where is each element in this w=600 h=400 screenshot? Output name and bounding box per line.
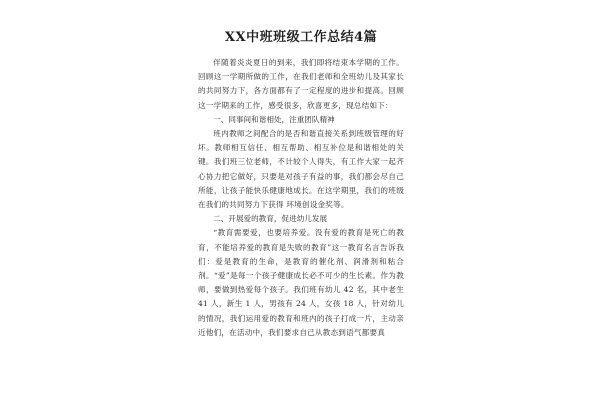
intro-paragraph: 伴随着炎炎夏日的到来，我们即将结束本学期的工作。回顾这一学期所做的工作，在我们老师和全班幼儿及其家长的共同努力下，各方面都有了一定程度的进步和提高。回顾这一学期来的工作，感受很多，欣喜更多，现总结如下： [198,58,404,110]
section-1-paragraph: 班内教师之间配合的是否和谐直接关系到班级管理的好坏。教师相互信任、相互帮助、相互补位是和谐相处的关键。我们班三位老师，不计较个人得失，有工作大家一起齐心协力把它做好，只要是对孩子有益的事，我们都会尽自己所能，让孩子能快乐健康地成长。在这学期里，我们的班级在我们的共同努力下获得 环境创设金奖等。 [198,129,404,210]
document-title: XX中班班级工作总结4篇 [224,30,378,45]
section-1-heading: 一、同事间和谐相处，注重团队精神 [213,114,335,124]
document-page [198,30,404,340]
section-2-paragraph: “教育需要爱，也要培养爱。没有爱的教育是死亡的教育，不能培养爱的教育是失败的教育”这一教育名言告诉我们：爱是教育的生命，是教育的催化剂、润滑剂和粘合剂。“爱”是每一个孩子健康成长必不可少的生长素。作为教师，要做到热爱每个孩子。我们班有幼儿 42 名，其中老生 41 人，新生 1 人，男孩有 24 人，女孩 18 人，针对幼儿的情况，我们运用爱的教育和班内的孩子打成一片，主动亲近他们，在活动中，我们要求自己从教态到语气都要真 [198,228,404,337]
section-2-heading: 二、开展爱的教育，促进幼儿发展 [213,214,328,224]
